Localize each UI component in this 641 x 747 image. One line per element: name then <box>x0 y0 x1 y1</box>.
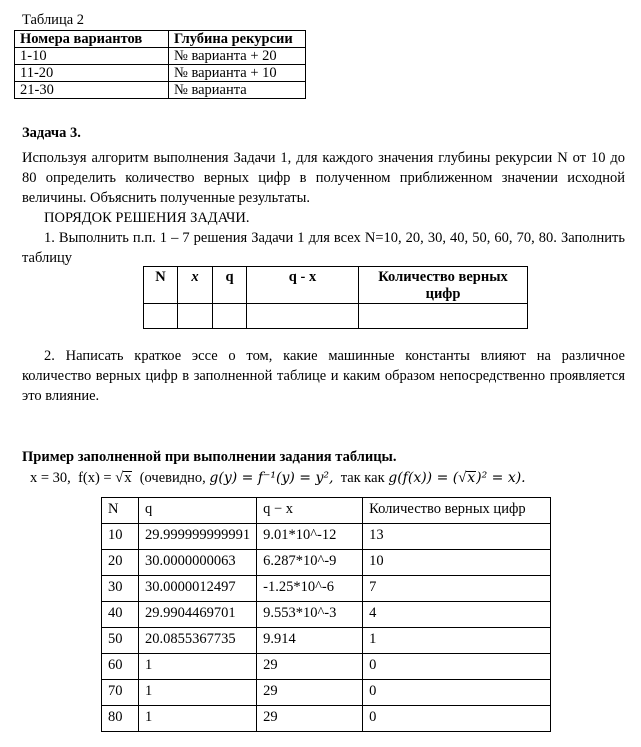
cell-q-minus-x: -1.25*10^-6 <box>257 576 363 602</box>
header-variant-numbers: Номера вариантов <box>15 31 169 48</box>
cell-correct-digits: 4 <box>363 602 551 628</box>
formula-tail: )² = x). <box>476 470 526 486</box>
sqrt-icon: √ <box>115 470 124 486</box>
empty-cell <box>213 304 247 329</box>
cell-q-minus-x: 9.914 <box>257 628 363 654</box>
table-row <box>102 576 551 602</box>
cell-variants: 21-30 <box>15 82 169 99</box>
task3-title: Задача 3. <box>22 125 81 141</box>
cell-q-minus-x: 29 <box>257 654 363 680</box>
header-q: q <box>139 498 257 524</box>
step1-text <box>44 228 625 248</box>
cell-depth: № варианта + 10 <box>169 65 306 82</box>
table-header-row <box>144 267 528 304</box>
cell-correct-digits: 7 <box>363 576 551 602</box>
cell-q: 1 <box>139 706 257 732</box>
table-row <box>15 65 306 82</box>
table-header-row <box>102 498 551 524</box>
cell-correct-digits: 1 <box>363 628 551 654</box>
cell-correct-digits: 0 <box>363 680 551 706</box>
cell-q: 29.9904469701 <box>139 602 257 628</box>
table-header-row <box>15 31 306 48</box>
header-q-minus-x: q - x <box>247 267 359 304</box>
table2-caption: Таблица 2 <box>22 12 85 28</box>
step2-text <box>44 346 625 366</box>
cell-q: 1 <box>139 680 257 706</box>
example-results-table <box>101 497 551 732</box>
cell-n: 60 <box>102 654 139 680</box>
cell-q-minus-x: 9.01*10^-12 <box>257 524 363 550</box>
formula-g-def: g(y) = f⁻¹(y) = y², <box>209 470 334 486</box>
cell-q-minus-x: 29 <box>257 706 363 732</box>
cell-q: 20.0855367735 <box>139 628 257 654</box>
empty-cell <box>144 304 178 329</box>
step2-line: это влияние. <box>22 388 100 404</box>
example-title: Пример заполненной при выполнении задания таблицы. <box>22 449 397 465</box>
step2-text-cont <box>22 366 625 406</box>
empty-cell <box>359 304 528 329</box>
cell-depth: № варианта + 20 <box>169 48 306 65</box>
step2-line: количество верных цифр в заполненной таблице и каким образом непосредственно проявляется <box>22 368 625 384</box>
cell-depth: № варианта <box>169 82 306 99</box>
formula-sqrt-arg2: x <box>467 470 476 486</box>
table-row <box>15 48 306 65</box>
cell-variants: 11-20 <box>15 65 169 82</box>
blank-results-table <box>143 266 528 329</box>
task3-description <box>22 148 625 208</box>
cell-correct-digits: 0 <box>363 706 551 732</box>
formula-sqrt-arg: x <box>124 470 132 486</box>
empty-cell <box>247 304 359 329</box>
cell-q: 1 <box>139 654 257 680</box>
table2-variants-recursion <box>14 30 306 99</box>
header-q-minus-x: q − x <box>257 498 363 524</box>
header-x: x <box>178 267 213 304</box>
table-row <box>15 82 306 99</box>
example-formula <box>30 468 526 488</box>
table-row <box>102 680 551 706</box>
cell-q-minus-x: 6.287*10^-9 <box>257 550 363 576</box>
header-n: N <box>144 267 178 304</box>
cell-correct-digits: 13 <box>363 524 551 550</box>
header-recursion-depth: Глубина рекурсии <box>169 31 306 48</box>
cell-q-minus-x: 29 <box>257 680 363 706</box>
cell-q: 29.999999999991 <box>139 524 257 550</box>
cell-n: 80 <box>102 706 139 732</box>
header-n: N <box>102 498 139 524</box>
cell-correct-digits: 10 <box>363 550 551 576</box>
cell-variants: 1-10 <box>15 48 169 65</box>
table-row <box>102 524 551 550</box>
empty-cell <box>178 304 213 329</box>
table-row <box>102 602 551 628</box>
formula-f-def: f(x) = <box>78 470 112 486</box>
cell-n: 20 <box>102 550 139 576</box>
header-correct-digits: Количество верных цифр <box>359 267 528 304</box>
description-line: Используя алгоритм выполнения Задачи 1, для каждого значения глубины рекурсии N от 10 до <box>22 150 625 166</box>
sqrt-icon: √ <box>458 470 467 486</box>
cell-q: 30.0000012497 <box>139 576 257 602</box>
cell-q: 30.0000000063 <box>139 550 257 576</box>
header-correct-digits: Количество верных цифр <box>363 498 551 524</box>
step1-line-2: таблицу <box>22 250 72 266</box>
description-line: величины. Объяснить полученные результаты. <box>22 190 311 206</box>
formula-g-of-f: g(f(x)) = ( <box>388 470 459 486</box>
procedure-title: ПОРЯДОК РЕШЕНИЯ ЗАДАЧИ. <box>44 210 250 226</box>
cell-n: 10 <box>102 524 139 550</box>
formula-since: так как <box>340 470 385 486</box>
header-q: q <box>213 267 247 304</box>
table-row <box>144 304 528 329</box>
cell-n: 70 <box>102 680 139 706</box>
cell-n: 50 <box>102 628 139 654</box>
table-row <box>102 628 551 654</box>
description-line: 80 определить количество верных цифр в полученном приближенном значении исходной <box>22 170 625 186</box>
table-row <box>102 654 551 680</box>
cell-n: 40 <box>102 602 139 628</box>
formula-x: x = 30, <box>30 470 71 486</box>
table-row <box>102 550 551 576</box>
step1-line: 1. Выполнить п.п. 1 – 7 решения Задачи 1 для всех N=10, 20, 30, 40, 50, 60, 70, 80. Заполнить <box>44 230 625 246</box>
step2-line: 2. Написать краткое эссе о том, какие машинные константы влияют на различное <box>44 348 625 364</box>
table-row <box>102 706 551 732</box>
cell-correct-digits: 0 <box>363 654 551 680</box>
formula-obviously: (очевидно, <box>139 470 206 486</box>
cell-q-minus-x: 9.553*10^-3 <box>257 602 363 628</box>
cell-n: 30 <box>102 576 139 602</box>
